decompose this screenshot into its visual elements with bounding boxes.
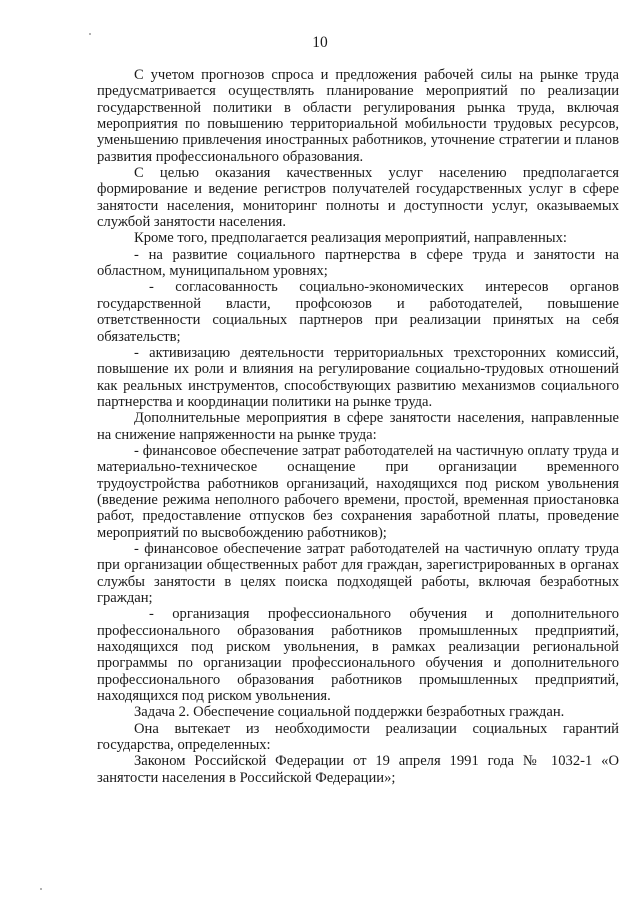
- paragraph-federal-law: Законом Российской Федерации от 19 апреля 1991 года № 1032-1 «О занятости населения в Российской Федерации»;: [97, 753, 619, 786]
- list-item-temporary-employment: - финансовое обеспечение затрат работодателей на частичную оплату труда и материально-техническое оснащение при организации временного трудоустройства работников организаций, находящихся под риском увольнения (введение режима неполного рабочего времени, простой, временная приостановка работ, предоставление отпусков без сохранения заработной платы, проведение мероприятий по высвобождению работников);: [97, 442, 619, 541]
- scan-speck: [89, 33, 91, 35]
- document-body: [97, 67, 619, 786]
- list-item-social-partnership: - на развитие социального партнерства в сфере труда и занятости на областном, муниципальном уровнях;: [97, 246, 619, 280]
- scan-speck: [40, 888, 42, 890]
- paragraph-labor-forecast: С учетом прогнозов спроса и предложения рабочей силы на рынке труда предусматривается осуществлять планирование мероприятий по реализации государственной политики в области регулирования рынка труда, включая мероприятия по повышению территориальной мобильности трудовых ресурсов, уменьшению привлечения иностранных работников, уточнение стратегии и планов развития профессионального образования.: [97, 67, 619, 165]
- list-item-public-works: - финансовое обеспечение затрат работодателей на частичную оплату труда при организации общественных работ для граждан, зарегистрированных в органах службы занятости в целях поиска подходящей работы, включая безработных граждан;: [97, 540, 619, 606]
- page-number: 10: [312, 34, 328, 51]
- paragraph-social-guarantees: Она вытекает из необходимости реализации социальных гарантий государства, определенных:: [97, 720, 619, 754]
- list-item-interest-coordination: - согласованность социально-экономических интересов органов государственной власти, профсоюзов и работодателей, повышение ответственности социальных партнеров при реализации принятых на себя обязательств;: [97, 279, 619, 345]
- list-item-professional-training: - организация профессионального обучения и дополнительного профессионального образования работников промышленных предприятий, находящихся под риском увольнения, в рамках реализации региональной программы по организации профессионального обучения и дополнительного профессионального образования работников промышленных предприятий, находящихся под риском увольнения.: [97, 606, 619, 705]
- list-item-tripartite-commissions: - активизацию деятельности территориальных трехсторонних комиссий, повышение их роли и влияния на регулирование социально-трудовых отношений как реальных инструментов, способствующих развитию механизмов социального партнерства и координации политики на рынке труда.: [97, 344, 619, 410]
- paragraph-measures-intro: Кроме того, предполагается реализация мероприятий, направленных:: [134, 230, 567, 247]
- paragraph-service-registers: С целью оказания качественных услуг населению предполагается формирование и ведение регистров получателей государственных услуг в сфере занятости населения, мониторинг полноты и доступности услуг, оказываемых службой занятости населения.: [97, 165, 619, 231]
- paragraph-additional-measures: Дополнительные мероприятия в сфере занятости населения, направленные на снижение напряженности на рынке труда:: [97, 410, 619, 443]
- task-heading: Задача 2. Обеспечение социальной поддержки безработных граждан.: [134, 704, 565, 721]
